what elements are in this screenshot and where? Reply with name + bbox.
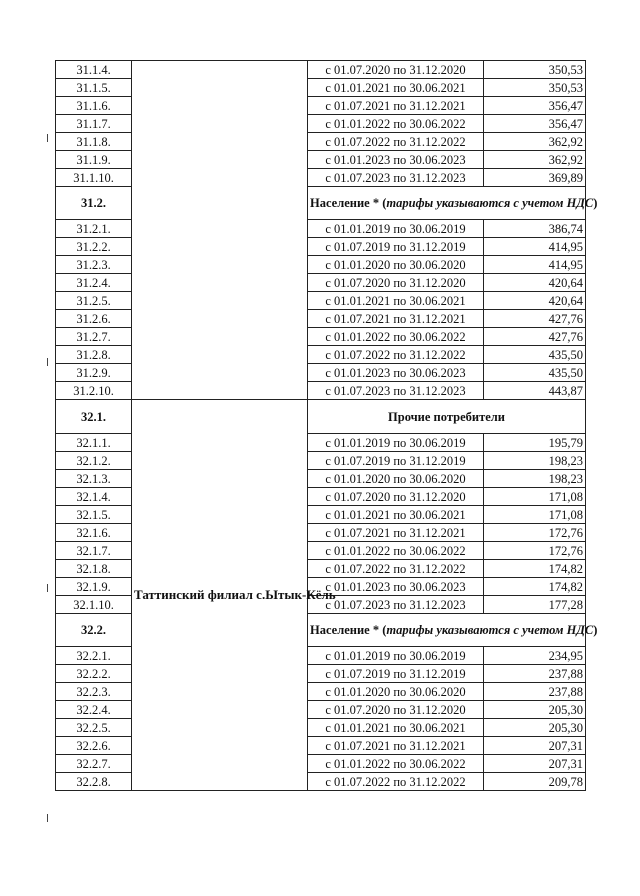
row-number: 32.1.2.: [56, 452, 132, 470]
row-period: с 01.01.2020 по 30.06.2020: [308, 256, 484, 274]
row-tariff-value: 386,74: [484, 220, 586, 238]
row-period: с 01.07.2020 по 31.12.2020: [308, 61, 484, 79]
row-number: 32.1.5.: [56, 506, 132, 524]
row-tariff-value: 198,23: [484, 470, 586, 488]
row-number: 32.1.7.: [56, 542, 132, 560]
row-number: 31.2.3.: [56, 256, 132, 274]
row-tariff-value: 362,92: [484, 133, 586, 151]
row-tariff-value: 209,78: [484, 773, 586, 791]
row-period: с 01.07.2020 по 31.12.2020: [308, 274, 484, 292]
row-period: с 01.07.2020 по 31.12.2020: [308, 488, 484, 506]
row-tariff-value: 174,82: [484, 578, 586, 596]
row-period: с 01.07.2022 по 31.12.2022: [308, 560, 484, 578]
row-tariff-value: 207,31: [484, 755, 586, 773]
row-number: 31.2.2.: [56, 238, 132, 256]
section-number: 32.1.: [56, 400, 132, 434]
row-period: с 01.07.2020 по 31.12.2020: [308, 701, 484, 719]
row-number: 31.2.7.: [56, 328, 132, 346]
row-number: 32.2.6.: [56, 737, 132, 755]
tariff-table: [55, 60, 598, 791]
section-title: [308, 187, 598, 220]
row-tariff-value: 198,23: [484, 452, 586, 470]
row-number: 32.1.1.: [56, 434, 132, 452]
row-tariff-value: 172,76: [484, 542, 586, 560]
row-tariff-value: 234,95: [484, 647, 586, 665]
row-tariff-value: 171,08: [484, 488, 586, 506]
row-tariff-value: 174,82: [484, 560, 586, 578]
section-title-end: ): [593, 623, 598, 637]
row-tariff-value: 356,47: [484, 97, 586, 115]
row-tariff-value: 350,53: [484, 61, 586, 79]
row-tariff-value: 427,76: [484, 328, 586, 346]
organization-cell: [132, 61, 308, 400]
row-number: 31.2.8.: [56, 346, 132, 364]
row-period: с 01.07.2019 по 31.12.2019: [308, 238, 484, 256]
table-row: [56, 61, 586, 79]
row-number: 32.1.9.: [56, 578, 132, 596]
row-tariff-value: 435,50: [484, 346, 586, 364]
row-number: 31.1.10.: [56, 169, 132, 187]
row-tariff-value: 172,76: [484, 524, 586, 542]
row-tariff-value: 177,28: [484, 596, 586, 614]
row-period: с 01.07.2019 по 31.12.2019: [308, 665, 484, 683]
section-number: 32.2.: [56, 614, 132, 647]
organization-name: Таттинский филиал с.Ытык-Кёль: [132, 400, 308, 791]
row-number: 32.2.2.: [56, 665, 132, 683]
row-period: с 01.01.2023 по 30.06.2023: [308, 151, 484, 169]
row-number: 31.1.4.: [56, 61, 132, 79]
row-tariff-value: 207,31: [484, 737, 586, 755]
row-period: с 01.01.2021 по 30.06.2021: [308, 719, 484, 737]
row-number: 32.1.3.: [56, 470, 132, 488]
row-number: 31.2.6.: [56, 310, 132, 328]
row-number: 32.2.7.: [56, 755, 132, 773]
row-tariff-value: 350,53: [484, 79, 586, 97]
row-period: с 01.07.2022 по 31.12.2022: [308, 133, 484, 151]
row-number: 31.1.5.: [56, 79, 132, 97]
row-period: с 01.01.2019 по 30.06.2019: [308, 434, 484, 452]
row-period: с 01.07.2022 по 31.12.2022: [308, 773, 484, 791]
row-tariff-value: 205,30: [484, 719, 586, 737]
row-tariff-value: 443,87: [484, 382, 586, 400]
row-period: с 01.07.2023 по 31.12.2023: [308, 382, 484, 400]
row-period: с 01.07.2023 по 31.12.2023: [308, 596, 484, 614]
row-number: 31.2.5.: [56, 292, 132, 310]
row-tariff-value: 420,64: [484, 292, 586, 310]
row-period: с 01.01.2019 по 30.06.2019: [308, 647, 484, 665]
section-title: [308, 614, 598, 647]
scan-mark: [47, 814, 48, 822]
row-period: с 01.07.2021 по 31.12.2021: [308, 737, 484, 755]
row-number: 32.1.6.: [56, 524, 132, 542]
row-number: 32.1.10.: [56, 596, 132, 614]
row-period: с 01.07.2021 по 31.12.2021: [308, 97, 484, 115]
row-number: 31.2.1.: [56, 220, 132, 238]
section-title-main: Население * (: [310, 196, 387, 210]
scan-mark: [47, 134, 48, 142]
row-tariff-value: 369,89: [484, 169, 586, 187]
row-period: с 01.01.2022 по 30.06.2022: [308, 328, 484, 346]
row-number: 31.1.9.: [56, 151, 132, 169]
row-period: с 01.01.2021 по 30.06.2021: [308, 506, 484, 524]
row-tariff-value: 195,79: [484, 434, 586, 452]
row-tariff-value: 414,95: [484, 238, 586, 256]
row-tariff-value: 435,50: [484, 364, 586, 382]
section-title-end: ): [593, 196, 598, 210]
row-tariff-value: 356,47: [484, 115, 586, 133]
row-period: с 01.01.2022 по 30.06.2022: [308, 542, 484, 560]
row-number: 31.2.9.: [56, 364, 132, 382]
section-title-note: тарифы указываются с учетом НДС: [386, 196, 594, 210]
row-period: с 01.01.2022 по 30.06.2022: [308, 755, 484, 773]
row-number: 31.2.4.: [56, 274, 132, 292]
row-tariff-value: 171,08: [484, 506, 586, 524]
section-title-main: Население * (: [310, 623, 387, 637]
section-title: Прочие потребители: [308, 400, 586, 434]
row-number: 31.1.8.: [56, 133, 132, 151]
row-period: с 01.01.2020 по 30.06.2020: [308, 470, 484, 488]
row-tariff-value: 420,64: [484, 274, 586, 292]
row-number: 32.1.4.: [56, 488, 132, 506]
row-period: с 01.01.2019 по 30.06.2019: [308, 220, 484, 238]
row-number: 32.2.8.: [56, 773, 132, 791]
row-tariff-value: 237,88: [484, 665, 586, 683]
row-period: с 01.01.2021 по 30.06.2021: [308, 79, 484, 97]
row-period: с 01.07.2019 по 31.12.2019: [308, 452, 484, 470]
row-number: 31.1.7.: [56, 115, 132, 133]
row-number: 32.1.8.: [56, 560, 132, 578]
row-tariff-value: 362,92: [484, 151, 586, 169]
row-tariff-value: 427,76: [484, 310, 586, 328]
row-period: с 01.07.2021 по 31.12.2021: [308, 524, 484, 542]
row-period: с 01.01.2021 по 30.06.2021: [308, 292, 484, 310]
row-period: с 01.07.2021 по 31.12.2021: [308, 310, 484, 328]
scan-mark: [47, 584, 48, 592]
section-row: [56, 400, 586, 434]
row-period: с 01.01.2023 по 30.06.2023: [308, 578, 484, 596]
tariff-table-body: [56, 61, 598, 791]
row-tariff-value: 205,30: [484, 701, 586, 719]
section-number: 31.2.: [56, 187, 132, 220]
row-number: 31.1.6.: [56, 97, 132, 115]
row-period: с 01.07.2023 по 31.12.2023: [308, 169, 484, 187]
row-number: 32.2.4.: [56, 701, 132, 719]
row-period: с 01.01.2022 по 30.06.2022: [308, 115, 484, 133]
section-title-note: тарифы указываются с учетом НДС: [386, 623, 594, 637]
row-tariff-value: 237,88: [484, 683, 586, 701]
row-tariff-value: 414,95: [484, 256, 586, 274]
row-number: 32.2.1.: [56, 647, 132, 665]
row-period: с 01.01.2020 по 30.06.2020: [308, 683, 484, 701]
row-number: 31.2.10.: [56, 382, 132, 400]
row-period: с 01.01.2023 по 30.06.2023: [308, 364, 484, 382]
row-period: с 01.07.2022 по 31.12.2022: [308, 346, 484, 364]
scan-mark: [47, 358, 48, 366]
row-number: 32.2.5.: [56, 719, 132, 737]
row-number: 32.2.3.: [56, 683, 132, 701]
